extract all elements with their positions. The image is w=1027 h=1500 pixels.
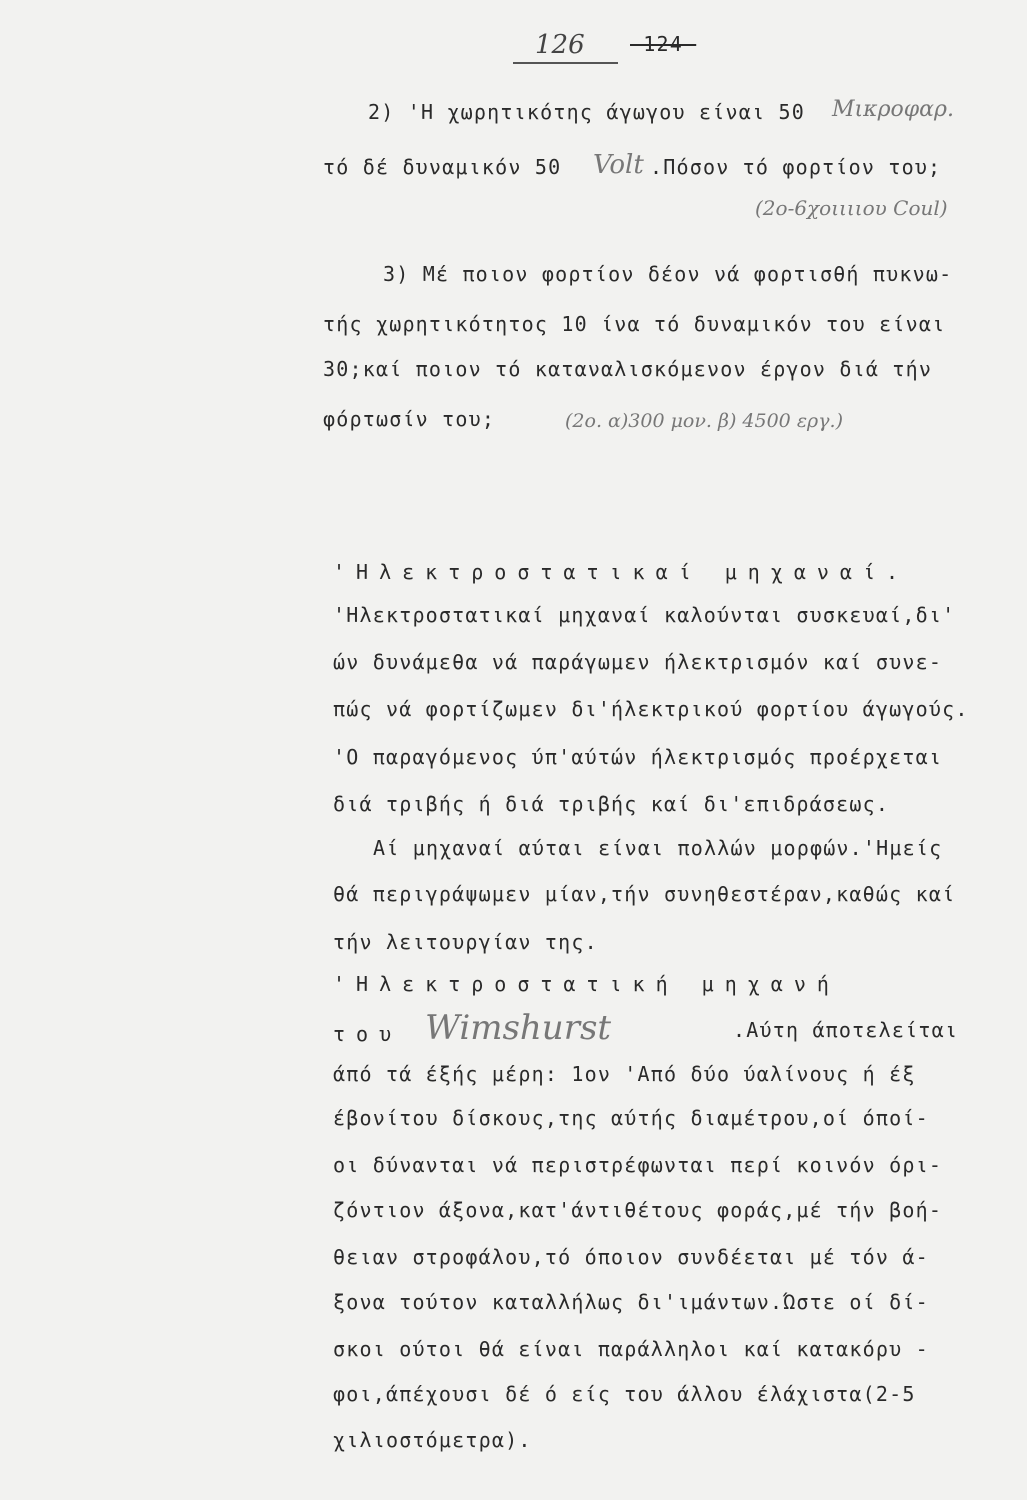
section-1-line-2: ών δυνάμεθα νά παράγωμεν ήλεκτρισμόν καί συνε- (333, 650, 943, 674)
section-2-line-7: σκοι ούτοι θά είναι παράλληλοι καί κατακόρυ - (333, 1337, 929, 1361)
section-2-line-5: θειαν στροφάλου,τό όποιον συνδέεται μέ τόν ά- (333, 1245, 929, 1269)
section-1-line-7: θά περιγράψωμεν μίαν,τήν συνηθεστέραν,καθώς καί (333, 882, 956, 906)
page-number-handwritten: 126 (535, 30, 585, 60)
section-1-line-1: 'Ηλεκτροστατικαί μηχαναί καλούνται συσκευαί,δι' (333, 603, 956, 627)
problem-3-line-2: τής χωρητικότητος 10 ίνα τό δυναμικόν του είναι (323, 312, 946, 336)
problem-3-line-4: φόρτωσίν του; (323, 407, 496, 431)
section-2-line-2: έβονίτου δίσκους,της αύτής διαμέτρου,οί όποί- (333, 1106, 929, 1130)
section-1-line-6: Αί μηχαναί αύται είναι πολλών μορφών.'Ημείς (373, 836, 943, 860)
problem-3-line-3: 30;καί ποιον τό καταναλισκόμενον έργον διά τήν (323, 357, 933, 381)
problem-2-line-1: 2) 'Η χωρητικότης άγωγου είναι 50 (368, 100, 805, 124)
problem-2-line-2a: τό δέ δυναμικόν 50 (323, 155, 562, 179)
section-2-line-8: φοι,άπέχουσι δέ ό είς του άλλου έλάχιστα(2-5 (333, 1382, 916, 1406)
section-2-line-9: χιλιοστόμετρα). (333, 1428, 532, 1452)
handwritten-name-wimshurst: Wimshurst (425, 1008, 612, 1048)
section-title-wimshurst-machine: 'Ηλεκτροστατική μηχανή (333, 972, 840, 996)
section-2-line-1: άπό τά έξής μέρη: 1ον 'Από δύο ύαλίνους ή έξ (333, 1062, 916, 1086)
handwritten-unit-volt: Volt (593, 150, 644, 180)
problem-2-line-2b: .Πόσον τό φορτίον του; (650, 155, 942, 179)
section-2-line-6: ξονα τούτον καταλλήλως δι'ιμάντων.Ώστε οί δί- (333, 1290, 929, 1314)
section-2-line-3: οι δύνανται νά περιστρέφωνται περί κοινόν όρι- (333, 1153, 943, 1177)
section-1-line-4: 'Ο παραγόμενος ύπ'αύτών ήλεκτρισμός προέρχεται (333, 745, 943, 769)
problem-3-answer-handwritten: (2ο. α)300 μον. β) 4500 εργ.) (565, 410, 843, 432)
page-number-typed: -124- (630, 32, 697, 56)
section-1-line-8: τήν λειτουργίαν της. (333, 930, 598, 954)
section-1-line-5: διά τριβής ή διά τριβής καί δι'επιδράσεως. (333, 792, 890, 816)
problem-2-answer-handwritten: (2ο-6χοιιιιου Coul) (755, 196, 948, 220)
section-title-electrostatic-machines: 'Ηλεκτροστατικαί μηχαναί. (333, 560, 910, 584)
handwritten-unit-microfarad: Μικροφαρ. (832, 97, 954, 122)
problem-3-line-1: 3) Μέ ποιον φορτίον δέον νά φορτισθή πυκνω- (383, 262, 953, 286)
section-1-line-3: πώς νά φορτίζωμεν δι'ήλεκτρικού φορτίου άγωγούς. (333, 697, 969, 721)
section-2-title-of: του (333, 1022, 403, 1046)
page-number-underline (513, 62, 618, 64)
section-2-title-continuation: .Αύτη άποτελείται (733, 1018, 959, 1042)
section-2-line-4: ζόντιον άξονα,κατ'άντιθέτους φοράς,μέ τήν βοή- (333, 1198, 943, 1222)
